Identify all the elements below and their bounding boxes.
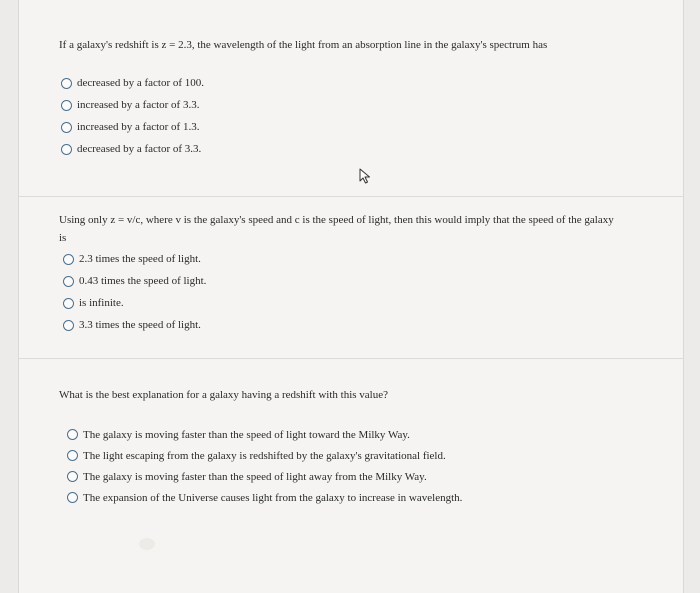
q3-option-4[interactable] — [67, 487, 462, 508]
section-divider — [19, 196, 683, 197]
q2-option-2-label: 0.43 times the speed of light. — [79, 275, 207, 287]
question-3-text: What is the best explanation for a galaxy having a redshift with this value? — [59, 389, 388, 401]
radio-button-icon[interactable] — [63, 276, 74, 287]
radio-button-icon[interactable] — [63, 298, 74, 309]
section-divider — [19, 358, 683, 359]
q3-option-1[interactable] — [67, 424, 462, 445]
radio-button-icon[interactable] — [63, 254, 74, 265]
q3-option-4-label: The expansion of the Universe causes light from the galaxy to increase in wavelength. — [83, 491, 463, 504]
screen-smudge — [139, 538, 155, 550]
q2-option-1[interactable] — [63, 248, 206, 270]
q2-option-4[interactable] — [63, 314, 206, 336]
radio-button-icon[interactable] — [67, 492, 78, 503]
question-3-options — [67, 424, 462, 508]
question-2-text: Using only z = v/c, where v is the galaxy's speed and c is the speed of light, then this would imply that the speed of the galaxy is — [59, 214, 614, 244]
q1-option-4[interactable] — [61, 138, 204, 160]
radio-button-icon[interactable] — [61, 144, 72, 155]
q3-option-3[interactable] — [67, 466, 462, 487]
mouse-pointer-icon — [358, 168, 372, 184]
q1-option-2-label: increased by a factor of 3.3. — [77, 99, 200, 111]
radio-button-icon[interactable] — [67, 471, 78, 482]
q2-option-3-label: is infinite. — [79, 297, 124, 309]
q3-option-1-label: The galaxy is moving faster than the speed of light toward the Milky Way. — [83, 428, 410, 441]
q1-option-3[interactable] — [61, 116, 204, 138]
quiz-page — [18, 0, 684, 593]
radio-button-icon[interactable] — [61, 78, 72, 89]
q2-option-2[interactable] — [63, 270, 206, 292]
radio-button-icon[interactable] — [61, 100, 72, 111]
q1-option-3-label: increased by a factor of 1.3. — [77, 121, 200, 133]
q2-option-4-label: 3.3 times the speed of light. — [79, 319, 201, 331]
q1-option-4-label: decreased by a factor of 3.3. — [77, 143, 202, 155]
question-1-options — [61, 72, 204, 160]
radio-button-icon[interactable] — [67, 429, 78, 440]
q1-option-1-label: decreased by a factor of 100. — [77, 77, 205, 89]
question-2-options — [63, 248, 206, 336]
question-1-text: If a galaxy's redshift is z = 2.3, the wavelength of the light from an absorption line in the galaxy's spectrum has — [59, 39, 548, 51]
q2-option-1-label: 2.3 times the speed of light. — [79, 253, 201, 265]
q3-option-2[interactable] — [67, 445, 462, 466]
radio-button-icon[interactable] — [63, 320, 74, 331]
q3-option-2-label: The light escaping from the galaxy is redshifted by the galaxy's gravitational field. — [83, 449, 446, 462]
radio-button-icon[interactable] — [61, 122, 72, 133]
q3-option-3-label: The galaxy is moving faster than the speed of light away from the Milky Way. — [83, 470, 427, 483]
q1-option-2[interactable] — [61, 94, 204, 116]
radio-button-icon[interactable] — [67, 450, 78, 461]
q2-option-3[interactable] — [63, 292, 206, 314]
q1-option-1[interactable] — [61, 72, 204, 94]
